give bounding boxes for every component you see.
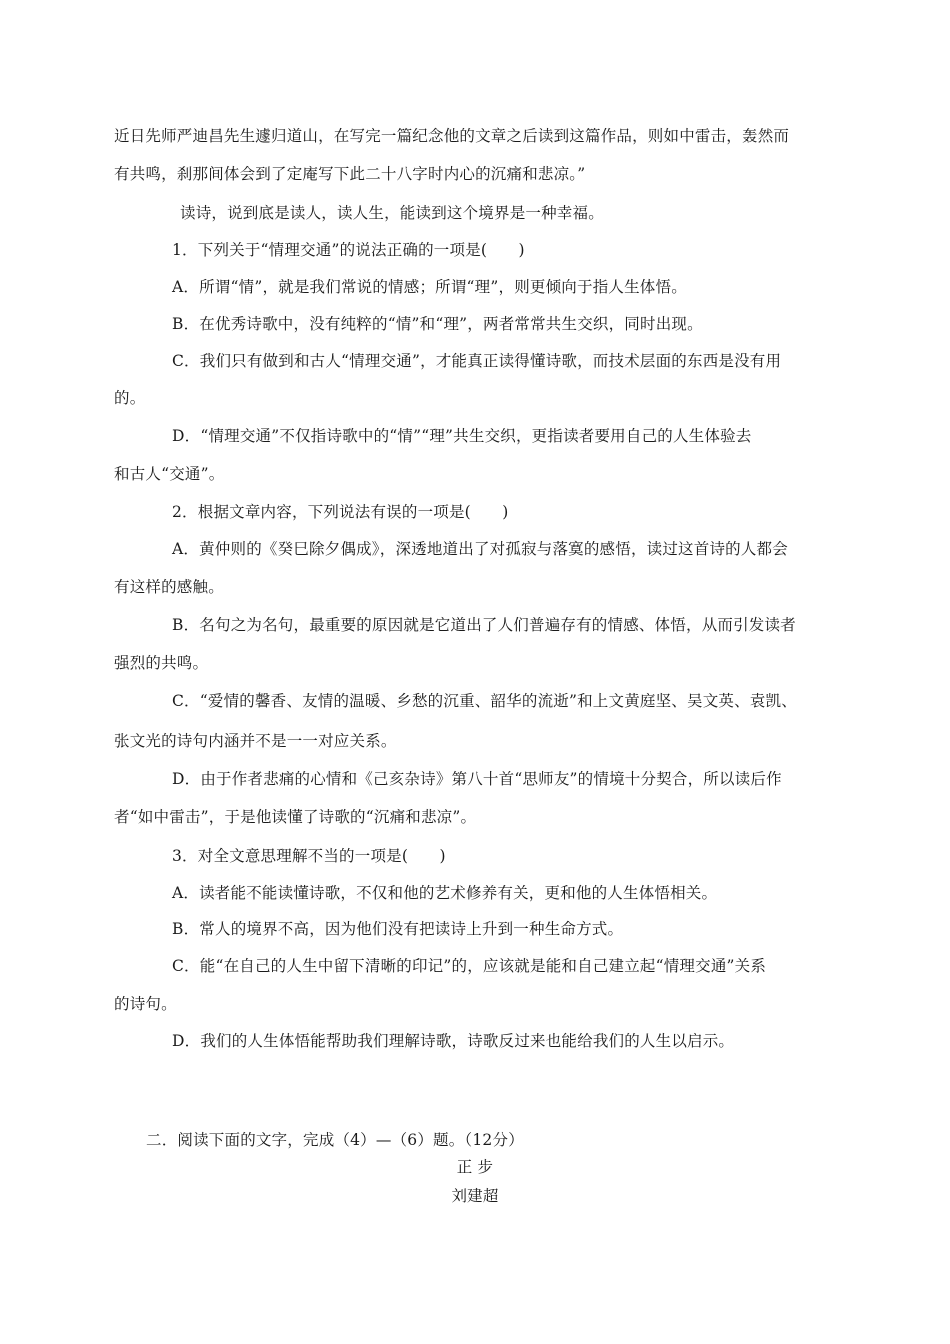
question-3-option-a: A．读者能不能读懂诗歌，不仅和他的艺术修养有关，更和他的人生体悟相关。 bbox=[172, 884, 718, 902]
question-2-option-b-cont: 强烈的共鸣。 bbox=[114, 654, 209, 672]
question-3-option-b: B．常人的境界不高，因为他们没有把读诗上升到一种生命方式。 bbox=[172, 920, 624, 938]
question-1-option-a: A．所谓“情”，就是我们常说的情感；所谓“理”，则更倾向于指人生体悟。 bbox=[172, 278, 687, 296]
passage-line: 有共鸣，刹那间体会到了定庵写下此二十八字时内心的沉痛和悲凉。” bbox=[114, 165, 586, 183]
question-2-option-d: D．由于作者悲痛的心情和《己亥杂诗》第八十首“思师友”的情境十分契合，所以读后作 bbox=[172, 770, 782, 788]
passage-line: 读诗，说到底是读人，读人生，能读到这个境界是一种幸福。 bbox=[180, 204, 604, 222]
question-3-stem: 3．对全文意思理解不当的一项是( ) bbox=[172, 847, 446, 865]
question-1-option-c: C．我们只有做到和古人“情理交通”，才能真正读得懂诗歌，而技术层面的东西是没有用 bbox=[172, 352, 782, 370]
question-2-option-b: B．名句之为名句，最重要的原因就是它道出了人们普遍存有的情感、体悟，从而引发读者 bbox=[172, 616, 796, 634]
question-2-option-a-cont: 有这样的感触。 bbox=[114, 578, 224, 596]
question-2-option-d-cont: 者“如中雷击”，于是他读懂了诗歌的“沉痛和悲凉”。 bbox=[114, 808, 477, 826]
question-2-option-c-cont: 张文光的诗句内涵并不是一一对应关系。 bbox=[114, 732, 397, 750]
question-1-option-b: B．在优秀诗歌中，没有纯粹的“情”和“理”，两者常常共生交织，同时出现。 bbox=[172, 315, 703, 333]
question-1-option-d: D．“情理交通”不仅指诗歌中的“情”“理”共生交织，更指读者要用自己的人生体验去 bbox=[172, 427, 752, 445]
question-3-option-d: D．我们的人生体悟能帮助我们理解诗歌，诗歌反过来也能给我们的人生以启示。 bbox=[172, 1032, 735, 1050]
question-2-option-c: C．“爱情的馨香、友情的温暖、乡愁的沉重、韶华的流逝”和上文黄庭坚、吴文英、袁凯、 bbox=[172, 692, 797, 710]
question-3-option-c-cont: 的诗句。 bbox=[114, 995, 177, 1013]
question-3-option-c: C．能“在自己的人生中留下清晰的印记”的，应该就是能和自己建立起“情理交通”关系 bbox=[172, 957, 767, 975]
question-2-stem: 2．根据文章内容，下列说法有误的一项是( ) bbox=[172, 503, 509, 521]
story-title: 正 步 bbox=[456, 1158, 494, 1176]
passage-line: 近日先师严迪昌先生遽归道山，在写完一篇纪念他的文章之后读到这篇作品，则如中雷击，轰然而 bbox=[114, 127, 790, 145]
question-1-stem: 1．下列关于“情理交通”的说法正确的一项是( ) bbox=[172, 241, 525, 259]
section-2-heading: 二．阅读下面的文字，完成（4）—（6）题。（12分） bbox=[146, 1131, 524, 1149]
question-2-option-a: A．黄仲则的《癸巳除夕偶成》，深透地道出了对孤寂与落寞的感悟，读过这首诗的人都会 bbox=[172, 540, 788, 558]
question-1-option-d-cont: 和古人“交通”。 bbox=[114, 465, 225, 483]
story-author: 刘建超 bbox=[451, 1187, 499, 1205]
question-1-option-c-cont: 的。 bbox=[114, 389, 146, 407]
